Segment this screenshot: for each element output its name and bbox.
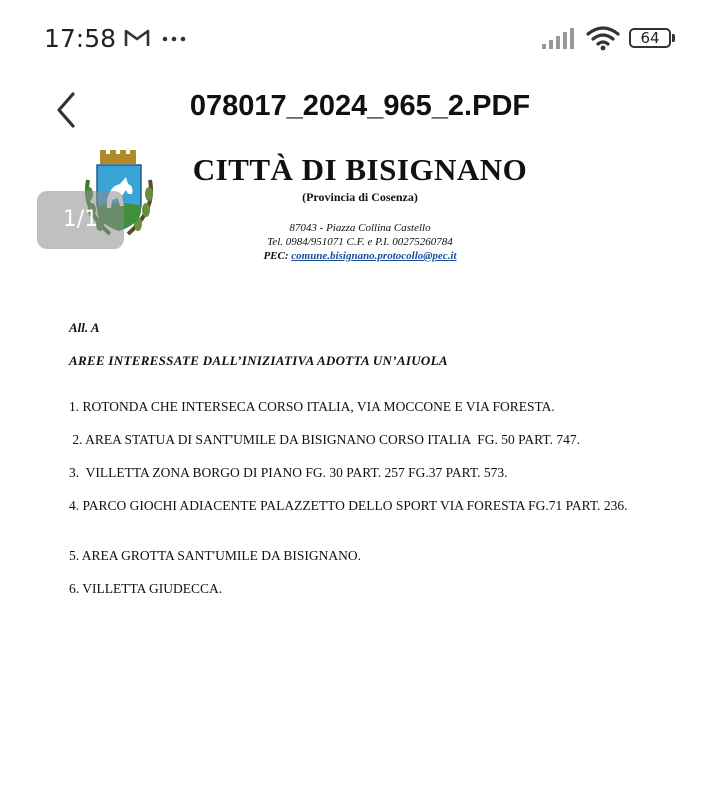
area-item: 6. VILLETTA GIUDECCA. [69, 581, 223, 596]
areas-heading: AREE INTERESSATE DALL’INIZIATIVA ADOTTA UN’AIUOLA [69, 353, 448, 368]
province: (Provincia di Cosenza) [302, 190, 418, 204]
pec-label: PEC: [263, 250, 289, 262]
back-button[interactable] [46, 88, 86, 132]
status-bar [0, 0, 720, 78]
pdf-page[interactable] [0, 140, 720, 788]
battery-tip [672, 34, 675, 42]
pec-email-link[interactable]: comune.bisignano.protocollo@pec.it [291, 250, 457, 262]
wifi-icon [586, 25, 620, 51]
more-icon [162, 36, 186, 42]
signal-icon [542, 28, 576, 50]
battery-level: 64 [640, 29, 660, 47]
battery-icon [629, 28, 671, 48]
status-time: 17:58 [44, 24, 117, 53]
pec-line [160, 250, 560, 262]
area-item: 3. VILLETTA ZONA BORGO DI PIANO FG. 30 PART. 257 FG.37 PART. 573. [69, 465, 508, 480]
area-item: 2. AREA STATUA DI SANT'UMILE DA BISIGNANO CORSO ITALIA FG. 50 PART. 747. [69, 432, 580, 447]
address: 87043 - Piazza Collina Castello [289, 222, 431, 234]
document-title: 078017_2024_965_2.PDF [189, 90, 531, 122]
chevron-left-icon [46, 88, 86, 132]
area-item: 5. AREA GROTTA SANT'UMILE DA BISIGNANO. [69, 548, 361, 563]
attachment-label: All. A [69, 320, 100, 335]
contacts: Tel. 0984/951071 C.F. e P.I. 00275260784 [267, 236, 453, 248]
area-item: 1. ROTONDA CHE INTERSECA CORSO ITALIA, VIA MOCCONE E VIA FORESTA. [69, 399, 555, 414]
page-indicator: 1/1 [37, 191, 124, 249]
area-item: 4. PARCO GIOCHI ADIACENTE PALAZZETTO DELLO SPORT VIA FORESTA FG.71 PART. 236. [69, 498, 628, 513]
city-name: CITTÀ DI BISIGNANO [192, 152, 528, 187]
gmail-icon [124, 28, 150, 48]
